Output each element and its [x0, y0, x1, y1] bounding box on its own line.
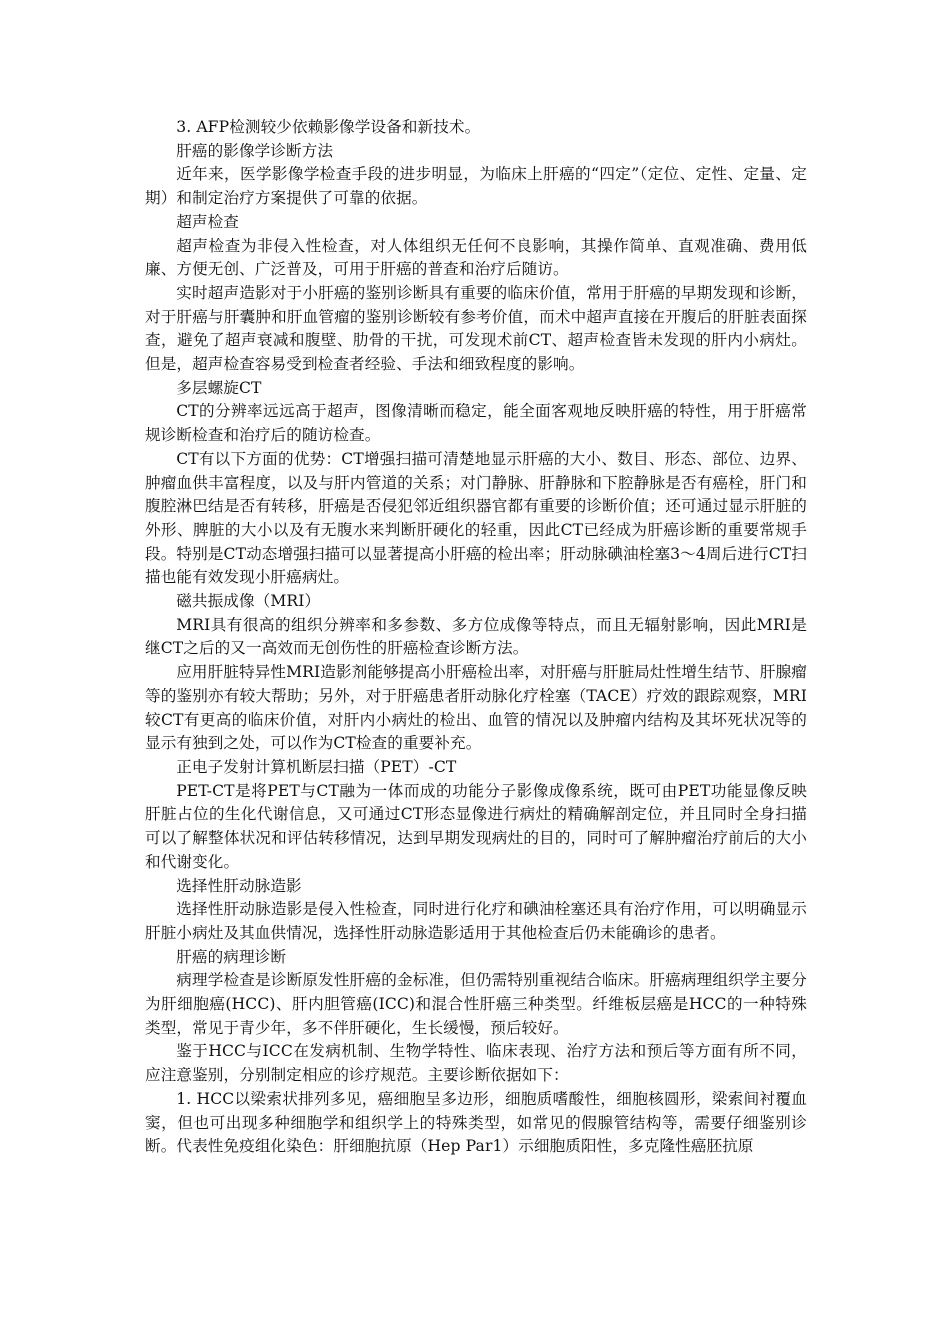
paragraph-angiography: 选择性肝动脉造影是侵入性检查，同时进行化疗和碘油栓塞还具有治疗作用，可以明确显示肝脏小病灶及其血供情况，选择性肝动脉造影适用于其他检查后仍未能确诊的患者。 [145, 900, 807, 942]
section-heading-mri: 磁共振成像（MRI） [176, 592, 321, 611]
paragraph-imaging-intro: 近年来，医学影像学检查手段的进步明显，为临床上肝癌的“四定”（定位、定性、定量、定期）和制定治疗方案提供了可靠的依据。 [145, 165, 807, 208]
paragraph-ultrasound-1: 超声检查为非侵入性检查，对人体组织无任何不良影响，其操作简单、直观准确、费用低廉、方便无创、广泛普及，可用于肝癌的普查和治疗后随访。 [145, 236, 807, 279]
paragraph-pathology-1: 病理学检查是诊断原发性肝癌的金标准，但仍需特别重视结合临床。肝癌病理组织学主要分为肝细胞癌(HCC)、肝内胆管癌(ICC)和混合性肝癌三种类型。纤维板层癌是HCC的一种特殊类型，常见于青少年，多不伴肝硬化，生长缓慢，预后较好。 [145, 971, 807, 1037]
section-heading-pathology: 肝癌的病理诊断 [176, 947, 287, 966]
document-page [145, 116, 807, 1159]
paragraph-ultrasound-2: 实时超声造影对于小肝癌的鉴别诊断具有重要的临床价值，常用于肝癌的早期发现和诊断，对于肝癌与肝囊肿和肝血管瘤的鉴别诊断较有参考价值，而术中超声直接在开腹后的肝脏表面探查，避免了超声衰减和腹壁、肋骨的干扰，可发现术前CT、超声检查皆未发现的肝内小病灶。但是，超声检查容易受到检查者经验、手法和细致程度的影响。 [145, 283, 807, 374]
section-heading-imaging: 肝癌的影像学诊断方法 [176, 141, 334, 160]
section-heading-pet-ct: 正电子发射计算机断层扫描（PET）-CT [176, 757, 457, 776]
section-heading-angiography: 选择性肝动脉造影 [176, 876, 302, 895]
list-item-hcc: 1. HCC以梁索状排列多见，癌细胞呈多边形，细胞质嗜酸性，细胞核圆形，梁索间衬覆血窦，但也可出现多种细胞学和组织学上的特殊类型，如常见的假腺管结构等，需要仔细鉴别诊断。代表性免疫组化染色：肝细胞抗原（Hep Par1）示细胞质阳性，多克隆性癌胚抗原 [145, 1089, 807, 1156]
section-heading-ultrasound: 超声检查 [176, 212, 239, 231]
section-heading-ct: 多层螺旋CT [176, 378, 262, 397]
paragraph-mri-2: 应用肝脏特异性MRI造影剂能够提高小肝癌检出率，对肝癌与肝脏局灶性增生结节、肝腺瘤等的鉴别亦有较大帮助；另外，对于肝癌患者肝动脉化疗栓塞（TACE）疗效的跟踪观察，MRI较CT有更高的临床价值，对肝内小病灶的检出、血管的情况以及肿瘤内结构及其坏死状况等的显示有独到之处，可以作为CT检查的重要补充。 [145, 663, 807, 753]
paragraph-ct-2: CT有以下方面的优势：CT增强扫描可清楚地显示肝癌的大小、数目、形态、部位、边界、肿瘤血供丰富程度，以及与肝内管道的关系；对门静脉、肝静脉和下腔静脉是否有癌栓，肝门和腹腔淋巴结是否有转移，肝癌是否侵犯邻近组织器官都有重要的诊断价值；还可通过显示肝脏的外形、脾脏的大小以及有无腹水来判断肝硬化的轻重，因此CT已经成为肝癌诊断的重要常规手段。特别是CT动态增强扫描可以显著提高小肝癌的检出率；肝动脉碘油栓塞3～4周后进行CT扫描也能有效发现小肝癌病灶。 [145, 449, 807, 587]
paragraph-ct-1: CT的分辨率远远高于超声，图像清晰而稳定，能全面客观地反映肝癌的特性，用于肝癌常规诊断检查和治疗后的随访检查。 [145, 402, 807, 445]
paragraph-pet-ct: PET-CT是将PET与CT融为一体而成的功能分子影像成像系统，既可由PET功能显像反映肝脏占位的生化代谢信息，又可通过CT形态显像进行病灶的精确解剖定位，并且同时全身扫描可以了解整体状况和评估转移情况，达到早期发现病灶的目的，同时可了解肿瘤治疗前后的大小和代谢变化。 [145, 781, 807, 871]
list-item-afp: 3. AFP检测较少依赖影像学设备和新技术。 [176, 118, 481, 136]
paragraph-mri-1: MRI具有很高的组织分辨率和多参数、多方位成像等特点，而且无辐射影响，因此MRI是继CT之后的又一高效而无创伤性的肝癌检查诊断方法。 [145, 615, 807, 658]
paragraph-pathology-2: 鉴于HCC与ICC在发病机制、生物学特性、临床表现、治疗方法和预后等方面有所不同，应注意鉴别，分别制定相应的诊疗规范。主要诊断依据如下： [145, 1042, 807, 1085]
